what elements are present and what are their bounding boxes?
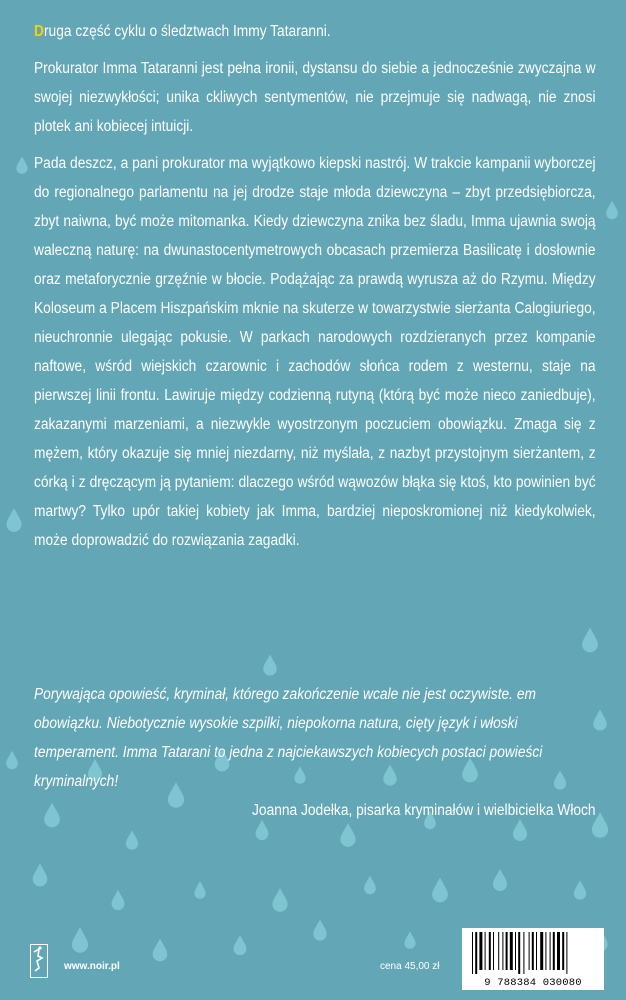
raindrop-icon xyxy=(263,654,276,675)
barcode-bar xyxy=(510,932,513,970)
raindrop-icon xyxy=(340,823,355,847)
barcode-bars xyxy=(470,932,596,974)
quote-text: Porywająca opowieść, kryminał, którego zakończenie wcale nie jest oczywiste. em obowiązku. Niebotycznie wysokie szpilki, niepokorna natura, cięty język i włoski temperament. Imma Tatarani to jedna z najciekawszych kobiecych postaci powieści kryminalnych! xyxy=(34,686,543,790)
barcode-bar xyxy=(475,932,477,974)
barcode-bar xyxy=(493,932,494,970)
barcode-bar xyxy=(485,932,486,970)
raindrop-icon xyxy=(234,935,247,955)
barcode-bar xyxy=(532,932,534,970)
raindrop-icon xyxy=(404,931,415,949)
barcode-bar xyxy=(545,932,546,970)
raindrop-icon xyxy=(364,876,376,894)
barcode-bar xyxy=(515,932,516,970)
barcode-bar xyxy=(529,932,530,970)
paragraph-plot: Pada deszcz, a pani prokurator ma wyjątkowo kiepski nastrój. W trakcie kampanii wyborczej do regionalnego parlamentu na jej drodze staje młoda dziewczyna – zbyt przedsiębiorcza, zbyt naiwna, być może mitomanka. Kiedy dziewczyna znika bez śladu, Imma ujawnia swoją waleczną naturę: na dwunastocentymetrowych obcasach przemierza Basilicatę i dosłownie oraz metaforycznie grzęźnie w błocie. Podążając za prawdą wyrusza aż do Rzymu. Między Koloseum a Placem Hiszpańskim mknie na skuterze w towarzystwie sierżanta Calogiuriego, nieuchronnie ulegając pokusie. W parkach narodowych rozdzieranych przez kompanie naftowe, wśród wiejskich czarownic i zachodów słońca rodem z westernu, staje na pierwszej linii frontu. Lawiruje między codzienną rutyną (którą być może nieco zaniedbuje), zakazanymi marzeniami, a niezwykle wyostrzonym poczuciem obowiązku. Zmaga się z mężem, który okazuje się mniej niezdarny, niż myślała, z nazbyt przystojnym sierżantem, z córką i z dręczącym ją pytaniem: dlaczego wśród wąwozów błąka się ktoś, kto powinien być martwy? Tylko upór takiej kobiety jak Imma, bardziej nieposkromionej niż kiedykolwiek, może doprowadzić do rozwiązania zagadki. xyxy=(34,155,596,549)
barcode-bar xyxy=(506,932,508,970)
barcode-bar xyxy=(536,932,537,970)
paragraph-character: Prokurator Imma Tataranni jest pełna ironii, dystansu do siebie a jednocześnie zwyczajna w swojej niezwykłości; unika ckliwych sentymentów, nie przejmuje się nadwagą, nie znosi plotek ani kobiecej intuicji. xyxy=(34,60,596,135)
isbn-barcode xyxy=(462,928,604,990)
raindrop-icon xyxy=(606,201,618,219)
barcode-bar xyxy=(498,932,499,970)
raindrop-icon xyxy=(194,881,205,899)
raindrop-icon xyxy=(493,869,507,891)
barcode-bar xyxy=(518,932,520,974)
raindrop-icon xyxy=(313,919,326,940)
barcode-bar xyxy=(553,932,555,970)
raindrop-icon xyxy=(112,890,125,910)
raindrop-icon xyxy=(272,888,287,912)
publisher-url: www.noir.pl xyxy=(64,961,120,972)
intro-line xyxy=(34,17,596,46)
raindrop-icon xyxy=(582,628,598,653)
barcode-bar xyxy=(502,932,503,970)
barcode-bar xyxy=(557,932,560,970)
barcode-bar xyxy=(540,932,543,970)
blurb xyxy=(34,17,596,563)
intro-text: ruga część cyklu o śledztwach Immy Tataranni. xyxy=(43,23,331,40)
quote-attribution: Joanna Jodełka, pisarka kryminałów i wielbicielka Włoch xyxy=(252,802,596,819)
barcode-bar xyxy=(566,932,567,974)
price-label: cena 45,00 zł xyxy=(380,961,440,972)
review-quote xyxy=(34,680,596,825)
barcode-bar xyxy=(562,932,564,970)
isbn-number: 9 788384 030080 xyxy=(484,977,582,989)
raindrop-icon xyxy=(6,508,21,532)
barcode-bar xyxy=(550,932,551,970)
raindrop-icon xyxy=(6,751,18,769)
raindrop-icon xyxy=(16,156,27,174)
raindrop-icon xyxy=(126,830,138,849)
raindrop-icon xyxy=(33,864,48,887)
raindrop-icon xyxy=(72,927,88,953)
raindrop-icon xyxy=(432,878,448,903)
barcode-bar xyxy=(472,932,473,974)
barcode-bar xyxy=(523,932,524,974)
raindrop-icon xyxy=(574,880,586,899)
noir-logo-icon xyxy=(30,944,48,978)
barcode-bar xyxy=(489,932,491,970)
dropcap: D xyxy=(34,23,44,40)
raindrop-icon xyxy=(153,939,168,962)
barcode-bar xyxy=(479,932,482,970)
